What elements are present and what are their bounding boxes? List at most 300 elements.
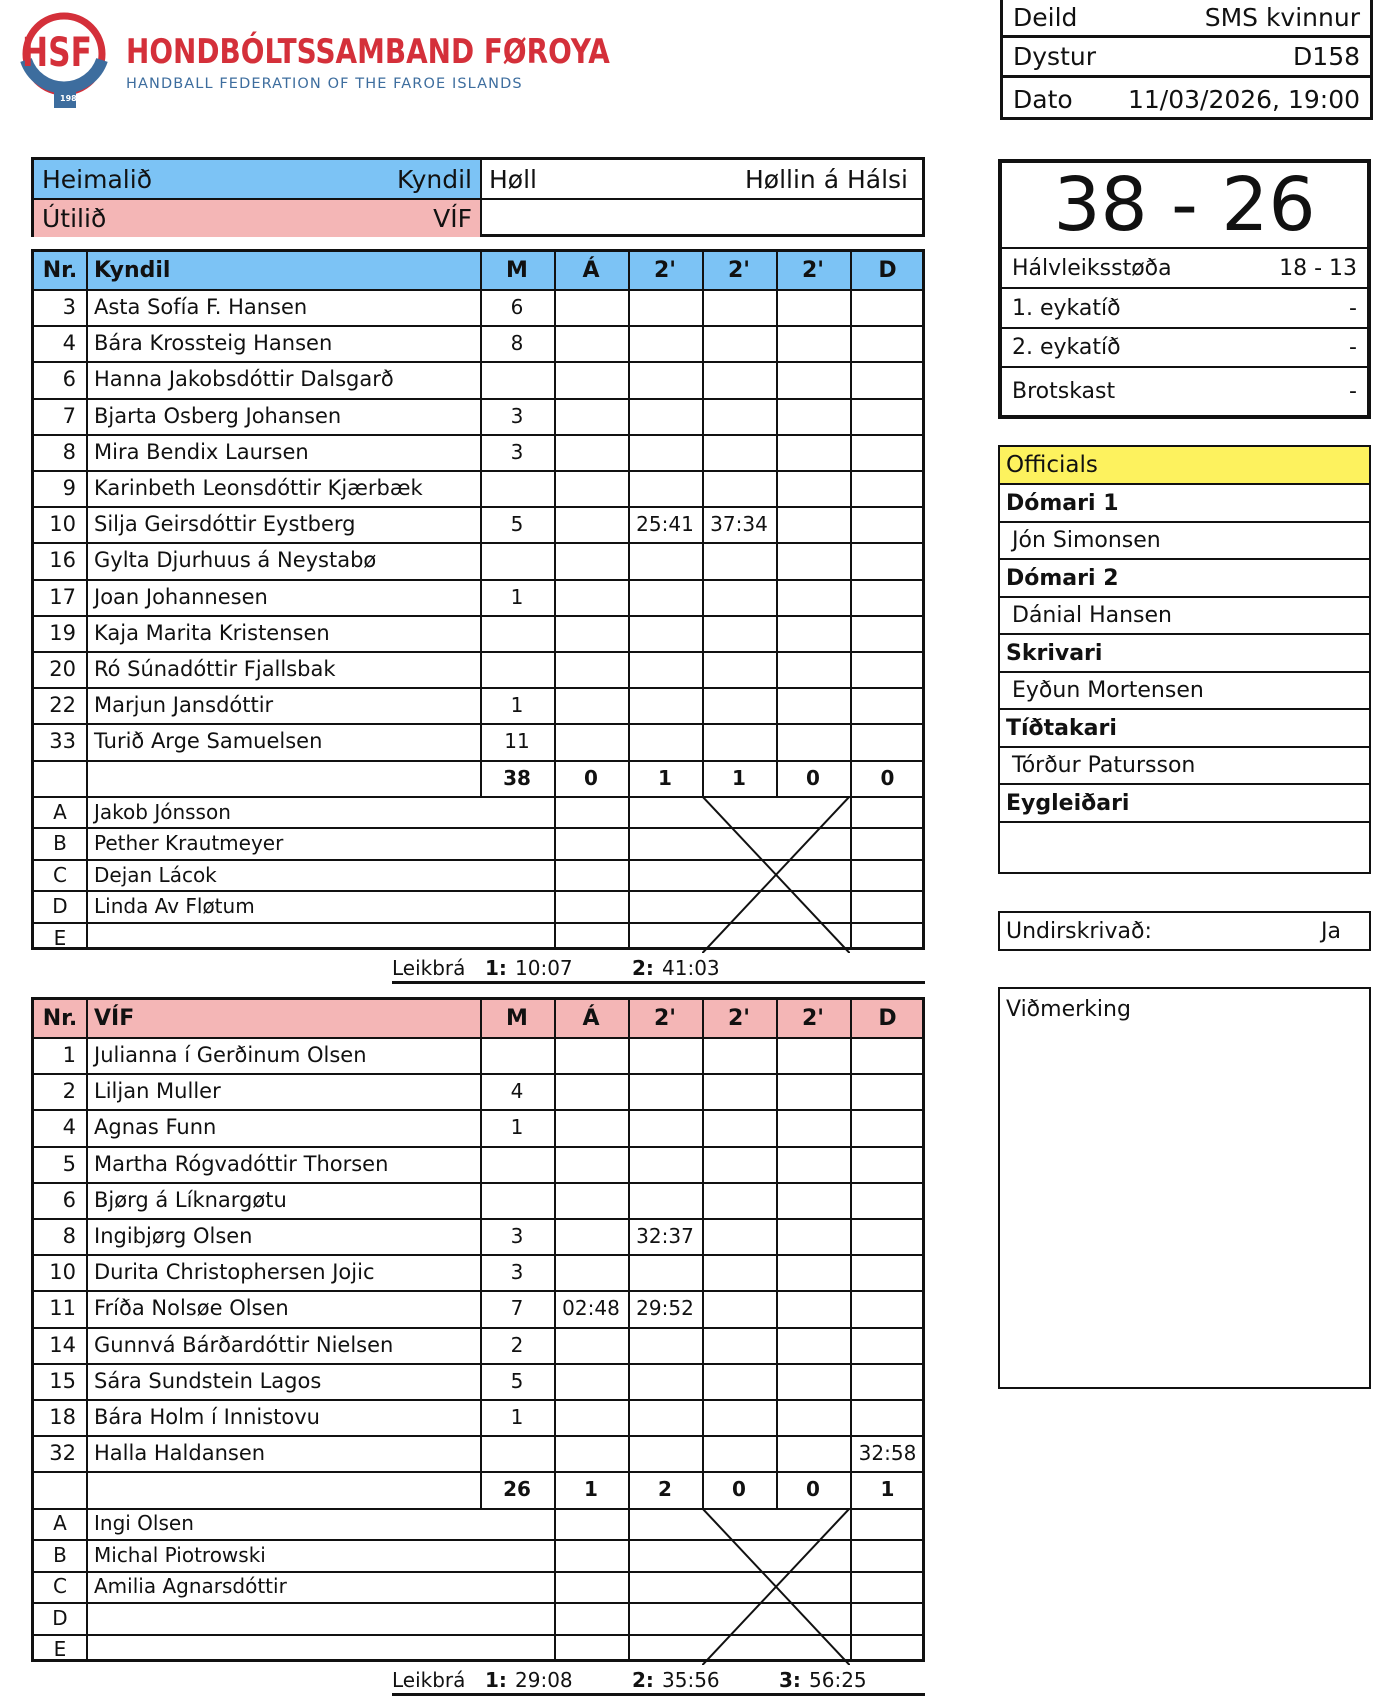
player-stat-t3 <box>776 615 850 651</box>
player-stat-a <box>554 1109 628 1145</box>
hall-name: Høllin á Hálsi <box>744 164 908 194</box>
info-label: Dato <box>1013 84 1073 114</box>
official-role: Tíðtakari <box>1000 710 1369 748</box>
staff-name: Ingi Olsen <box>94 1511 194 1536</box>
player-stat-d <box>850 615 925 651</box>
player-stat-d <box>850 687 925 723</box>
player-stat-d <box>850 1073 925 1109</box>
staff-name <box>86 1602 554 1634</box>
player-stat-a <box>554 1073 628 1109</box>
score-box <box>998 159 1371 419</box>
timeouts-label: Leikbrá <box>392 956 466 981</box>
staff-name <box>86 922 554 954</box>
player-stat-t2 <box>702 1254 776 1290</box>
timeout-number: 1: <box>485 956 507 981</box>
player-stat-t1 <box>628 542 702 578</box>
player-name: Bjørg á Líknargøtu <box>94 1187 287 1212</box>
player-stat-t3 <box>776 1182 850 1218</box>
player-stat-t3 <box>776 1327 850 1363</box>
player-number: 17 <box>49 584 76 609</box>
player-stat-t1 <box>628 615 702 651</box>
player-stat-m: 3 <box>510 1260 524 1285</box>
timeout-number: 2: <box>632 956 654 981</box>
player-stat-t1 <box>628 289 702 325</box>
score-row <box>1002 366 1367 415</box>
player-stat-t1: 29:52 <box>636 1296 694 1321</box>
player-number: 20 <box>49 657 76 682</box>
score-row <box>1002 247 1367 287</box>
player-stat-t3 <box>776 1146 850 1182</box>
away-timeouts <box>392 1666 925 1696</box>
column-header: 2' <box>801 258 825 283</box>
divider <box>850 1000 852 1659</box>
player-stat-d <box>850 1290 925 1326</box>
player-stat-t3 <box>776 1109 850 1145</box>
table-row <box>34 361 922 397</box>
divider <box>702 252 704 796</box>
total-t2: 0 <box>732 1477 746 1502</box>
divider <box>480 1000 482 1508</box>
table-row <box>34 1037 922 1073</box>
player-stat-m: 2 <box>510 1332 524 1357</box>
score-value: 18 - 13 <box>1279 255 1357 281</box>
player-name: Joan Johannesen <box>94 584 268 609</box>
total-t3: 0 <box>806 1477 820 1502</box>
player-stat-t3 <box>776 1399 850 1435</box>
player-stat-m: 3 <box>510 403 524 428</box>
table-row <box>34 1254 922 1290</box>
table-row <box>34 1109 922 1145</box>
player-name: Ró Súnadóttir Fjallsbak <box>94 657 336 682</box>
final-score: 38 - 26 <box>1053 162 1316 248</box>
player-stat-t2 <box>702 542 776 578</box>
total-a: 1 <box>584 1477 598 1502</box>
away-team-row <box>34 200 480 237</box>
player-stat-t3 <box>776 542 850 578</box>
player-stat-t3 <box>776 398 850 434</box>
home-label: Heimalið <box>42 164 152 194</box>
signed-box <box>998 911 1371 951</box>
player-stat-t1 <box>628 1037 702 1073</box>
staff-letter: B <box>53 1542 67 1567</box>
staff-name: Amilia Agnarsdóttir <box>94 1574 287 1599</box>
table-header <box>34 1000 922 1037</box>
player-stat-d <box>850 325 925 361</box>
column-header: Á <box>582 1006 600 1031</box>
timeout-time: 56:25 <box>809 1668 867 1693</box>
player-stat-m: 1 <box>510 584 524 609</box>
player-stat-m: 1 <box>510 693 524 718</box>
player-stat-d <box>850 1254 925 1290</box>
divider <box>554 1000 556 1659</box>
player-stat-m: 5 <box>510 512 524 537</box>
player-number: 10 <box>49 512 76 537</box>
player-stat-t2 <box>702 1218 776 1254</box>
player-stat-a <box>554 398 628 434</box>
officials-box <box>998 445 1371 874</box>
divider <box>554 252 556 947</box>
player-stat-t3 <box>776 579 850 615</box>
timeout-time: 35:56 <box>662 1668 720 1693</box>
player-stat-t2 <box>702 1073 776 1109</box>
player-stat-a <box>554 1254 628 1290</box>
player-stat-t1: 25:41 <box>636 512 694 537</box>
player-stat-t2 <box>702 434 776 470</box>
total-d: 0 <box>880 765 895 790</box>
official-name: Jón Simonsen <box>1000 523 1369 560</box>
score-label: 2. eykatíð <box>1012 335 1121 360</box>
player-stat-d <box>850 506 925 542</box>
score-row <box>1002 287 1367 327</box>
away-label: Útilið <box>42 204 107 233</box>
player-stat-t3 <box>776 506 850 542</box>
player-stat-a <box>554 325 628 361</box>
player-number: 4 <box>62 331 76 356</box>
column-header: Á <box>582 258 600 283</box>
player-number: 1 <box>62 1043 76 1068</box>
player-stat-t1 <box>628 470 702 506</box>
player-stat-t3 <box>776 1254 850 1290</box>
table-row <box>34 1435 922 1471</box>
logo-letters: HSF <box>22 30 92 76</box>
player-stat-t1 <box>628 361 702 397</box>
staff-name: Michal Piotrowski <box>94 1542 266 1567</box>
player-stat-t2 <box>702 687 776 723</box>
player-stat-t2 <box>702 723 776 759</box>
player-name: Sára Sundstein Lagos <box>94 1368 322 1393</box>
player-stat-t2 <box>702 1037 776 1073</box>
table-row <box>34 1073 922 1109</box>
match-info-box <box>1000 0 1373 120</box>
divider <box>628 1000 630 1659</box>
signed-value: Ja <box>1321 918 1341 944</box>
timeout-time: 29:08 <box>515 1668 573 1693</box>
player-stat-t1: 32:37 <box>636 1224 694 1249</box>
player-number: 5 <box>62 1151 76 1176</box>
player-stat-t1 <box>628 1146 702 1182</box>
official-name: Dánial Hansen <box>1000 598 1369 635</box>
player-stat-a <box>554 579 628 615</box>
table-row <box>34 1290 922 1326</box>
official-role: Skrivari <box>1000 635 1369 673</box>
player-stat-d <box>850 1037 925 1073</box>
player-stat-t3 <box>776 723 850 759</box>
player-name: Turið Arge Samuelsen <box>94 729 323 754</box>
staff-letter: C <box>53 1574 67 1599</box>
total-d: 1 <box>880 1477 895 1502</box>
staff-letter: E <box>53 925 67 950</box>
player-stat-m: 8 <box>510 331 524 356</box>
player-stat-a <box>554 1435 628 1471</box>
official-name: Eyðun Mortensen <box>1000 673 1369 710</box>
divider <box>86 1000 88 1659</box>
player-stat-t1 <box>628 1073 702 1109</box>
staff-name: Jakob Jónsson <box>94 799 231 824</box>
player-stat-d <box>850 1146 925 1182</box>
player-stat-t1 <box>628 1254 702 1290</box>
player-number: 18 <box>49 1405 76 1430</box>
player-stat-t2 <box>702 1327 776 1363</box>
column-header: D <box>878 1006 897 1031</box>
player-name: Halla Haldansen <box>94 1441 266 1466</box>
table-row <box>34 542 922 578</box>
player-stat-t1 <box>628 1327 702 1363</box>
player-name: Silja Geirsdóttir Eystberg <box>94 512 356 537</box>
player-name: Bára Krossteig Hansen <box>94 331 333 356</box>
table-row <box>34 1327 922 1363</box>
player-stat-t2 <box>702 325 776 361</box>
divider <box>34 198 922 200</box>
federation-logo <box>10 4 610 116</box>
player-name: Hanna Jakobsdóttir Dalsgarð <box>94 367 394 392</box>
remark-box <box>998 987 1371 1389</box>
player-name: Gylta Djurhuus á Neystabø <box>94 548 377 573</box>
divider <box>850 252 852 947</box>
player-number: 9 <box>62 476 76 501</box>
divider <box>776 252 778 796</box>
player-stat-t2: 37:34 <box>710 512 768 537</box>
timeout-number: 2: <box>632 1668 654 1693</box>
player-stat-t2 <box>702 1363 776 1399</box>
player-stat-m <box>480 651 554 687</box>
total-t3: 0 <box>806 765 820 790</box>
player-name: Bjarta Osberg Johansen <box>94 403 342 428</box>
player-stat-a: 02:48 <box>562 1296 620 1321</box>
federation-subtitle: HANDBALL FEDERATION OF THE FAROE ISLANDS <box>126 76 523 92</box>
column-header: M <box>506 1006 528 1031</box>
player-stat-d <box>850 398 925 434</box>
table-row <box>34 615 922 651</box>
player-stat-a <box>554 687 628 723</box>
player-stat-t1 <box>628 1435 702 1471</box>
player-stat-m: 4 <box>510 1079 524 1104</box>
score-value: - <box>1349 295 1357 321</box>
info-label: Deild <box>1013 3 1078 32</box>
player-stat-t1 <box>628 579 702 615</box>
player-name: Kaja Marita Kristensen <box>94 620 330 645</box>
column-header: 2' <box>653 1006 677 1031</box>
player-stat-t1 <box>628 651 702 687</box>
staff-letter: E <box>53 1637 67 1662</box>
player-number: 8 <box>62 439 76 464</box>
player-stat-t3 <box>776 325 850 361</box>
column-header: Kyndil <box>94 258 171 283</box>
player-stat-t2 <box>702 398 776 434</box>
player-stat-t2 <box>702 470 776 506</box>
staff-letter: A <box>53 1511 67 1536</box>
player-stat-a <box>554 542 628 578</box>
player-stat-t3 <box>776 434 850 470</box>
info-row-division <box>1003 0 1370 38</box>
total-m: 26 <box>503 1477 531 1502</box>
staff-letter: B <box>53 831 67 856</box>
timeout-number: 1: <box>485 1668 507 1693</box>
player-stat-t2 <box>702 361 776 397</box>
player-number: 19 <box>49 620 76 645</box>
column-header: Nr. <box>42 258 78 283</box>
score-label: 1. eykatíð <box>1012 295 1121 321</box>
timeout-time: 10:07 <box>515 956 573 981</box>
score-value: - <box>1349 335 1357 360</box>
score-label: Brotskast <box>1012 379 1116 404</box>
player-stat-t2 <box>702 1182 776 1218</box>
player-stat-t1 <box>628 1399 702 1435</box>
player-stat-d <box>850 723 925 759</box>
column-header: 2' <box>801 1006 825 1031</box>
player-name: Fríða Nolsøe Olsen <box>94 1296 289 1321</box>
divider <box>628 252 630 947</box>
timeout-time: 41:03 <box>662 956 720 981</box>
table-row <box>34 398 922 434</box>
home-roster-table <box>31 249 925 950</box>
table-row <box>34 687 922 723</box>
staff-name: Pether Krautmeyer <box>94 831 284 856</box>
total-t2: 1 <box>732 765 746 790</box>
player-name: Asta Sofía F. Hansen <box>94 295 308 320</box>
divider <box>702 1000 704 1508</box>
player-number: 7 <box>62 403 76 428</box>
timeout-number: 3: <box>779 1668 801 1693</box>
total-t1: 2 <box>658 1477 672 1502</box>
player-stat-d <box>850 289 925 325</box>
official-name: Tórður Patursson <box>1000 748 1369 785</box>
player-stat-t2 <box>702 615 776 651</box>
player-stat-m <box>480 1435 554 1471</box>
player-stat-m: 1 <box>510 1115 524 1140</box>
player-stat-m <box>480 1037 554 1073</box>
player-stat-d <box>850 1327 925 1363</box>
table-row <box>34 434 922 470</box>
player-stat-a <box>554 723 628 759</box>
player-name: Gunnvá Bárðardóttir Nielsen <box>94 1332 394 1357</box>
player-stat-t1 <box>628 1363 702 1399</box>
table-row <box>34 579 922 615</box>
player-stat-a <box>554 1218 628 1254</box>
official-role: Eygleiðari <box>1000 785 1369 823</box>
player-stat-m <box>480 361 554 397</box>
player-number: 15 <box>49 1368 76 1393</box>
player-stat-t1 <box>628 1109 702 1145</box>
player-stat-t3 <box>776 1218 850 1254</box>
player-stat-m <box>480 615 554 651</box>
score-row <box>1002 327 1367 366</box>
player-name: Julianna í Gerðinum Olsen <box>94 1043 367 1068</box>
player-name: Bára Holm í Innistovu <box>94 1405 320 1430</box>
player-name: Durita Christophersen Jojic <box>94 1260 375 1285</box>
divider <box>776 1000 778 1508</box>
player-number: 10 <box>49 1260 76 1285</box>
info-value: 11/03/2026, 19:00 <box>1127 84 1360 114</box>
player-number: 4 <box>62 1115 76 1140</box>
total-m: 38 <box>503 765 531 790</box>
player-number: 11 <box>49 1296 76 1321</box>
table-row <box>34 470 922 506</box>
player-stat-t1 <box>628 687 702 723</box>
player-stat-t2 <box>702 1146 776 1182</box>
player-stat-d <box>850 434 925 470</box>
player-stat-m <box>480 542 554 578</box>
player-name: Martha Rógvadóttir Thorsen <box>94 1151 389 1176</box>
player-stat-m: 3 <box>510 439 524 464</box>
table-row <box>34 1363 922 1399</box>
player-stat-t3 <box>776 651 850 687</box>
total-a: 0 <box>584 765 598 790</box>
player-stat-d <box>850 542 925 578</box>
column-header: 2' <box>653 258 677 283</box>
player-stat-m: 5 <box>510 1368 524 1393</box>
player-stat-t3 <box>776 1290 850 1326</box>
player-stat-t3 <box>776 361 850 397</box>
home-team-name: Kyndil <box>397 164 472 194</box>
table-row <box>34 1182 922 1218</box>
player-stat-a <box>554 361 628 397</box>
player-stat-a <box>554 615 628 651</box>
player-stat-m <box>480 470 554 506</box>
player-stat-a <box>554 1327 628 1363</box>
player-stat-m: 7 <box>510 1296 524 1321</box>
player-stat-d <box>850 1109 925 1145</box>
player-number: 32 <box>49 1441 76 1466</box>
player-stat-a <box>554 651 628 687</box>
timeouts-label: Leikbrá <box>392 1668 466 1693</box>
player-number: 33 <box>49 729 76 754</box>
table-row <box>34 1399 922 1435</box>
player-stat-m <box>480 1146 554 1182</box>
info-value: SMS kvinnur <box>1204 3 1360 32</box>
official-name <box>1000 823 1369 860</box>
player-stat-t1 <box>628 723 702 759</box>
away-team-name: VÍF <box>433 204 472 233</box>
remark-label: Viðmerking <box>1006 997 1131 1022</box>
column-header: 2' <box>727 258 751 283</box>
divider <box>480 252 482 796</box>
player-stat-a <box>554 1399 628 1435</box>
player-stat-d <box>850 1182 925 1218</box>
player-stat-a <box>554 470 628 506</box>
player-stat-t1 <box>628 398 702 434</box>
player-stat-a <box>554 1037 628 1073</box>
player-stat-a <box>554 289 628 325</box>
player-stat-a <box>554 1363 628 1399</box>
player-stat-t2 <box>702 289 776 325</box>
score-value: - <box>1349 379 1357 404</box>
staff-letter: A <box>53 799 67 824</box>
info-label: Dystur <box>1013 42 1096 71</box>
player-stat-t3 <box>776 289 850 325</box>
player-stat-m: 6 <box>510 295 524 320</box>
column-header: D <box>878 258 897 283</box>
table-row <box>34 723 922 759</box>
table-row <box>34 506 922 542</box>
player-number: 22 <box>49 693 76 718</box>
player-stat-a <box>554 1146 628 1182</box>
player-stat-t3 <box>776 1435 850 1471</box>
player-number: 8 <box>62 1224 76 1249</box>
player-stat-t2 <box>702 1435 776 1471</box>
score-label: Hálvleiksstøða <box>1012 255 1172 281</box>
player-name: Ingibjørg Olsen <box>94 1224 253 1249</box>
info-value: D158 <box>1293 42 1360 71</box>
player-stat-m: 1 <box>510 1405 524 1430</box>
player-stat-t3 <box>776 470 850 506</box>
player-stat-d <box>850 579 925 615</box>
player-stat-t2 <box>702 1109 776 1145</box>
info-row-date <box>1003 78 1370 120</box>
staff-cross-out-icon <box>702 796 850 954</box>
away-roster-table <box>31 997 925 1662</box>
player-name: Mira Bendix Laursen <box>94 439 309 464</box>
player-stat-d <box>850 361 925 397</box>
